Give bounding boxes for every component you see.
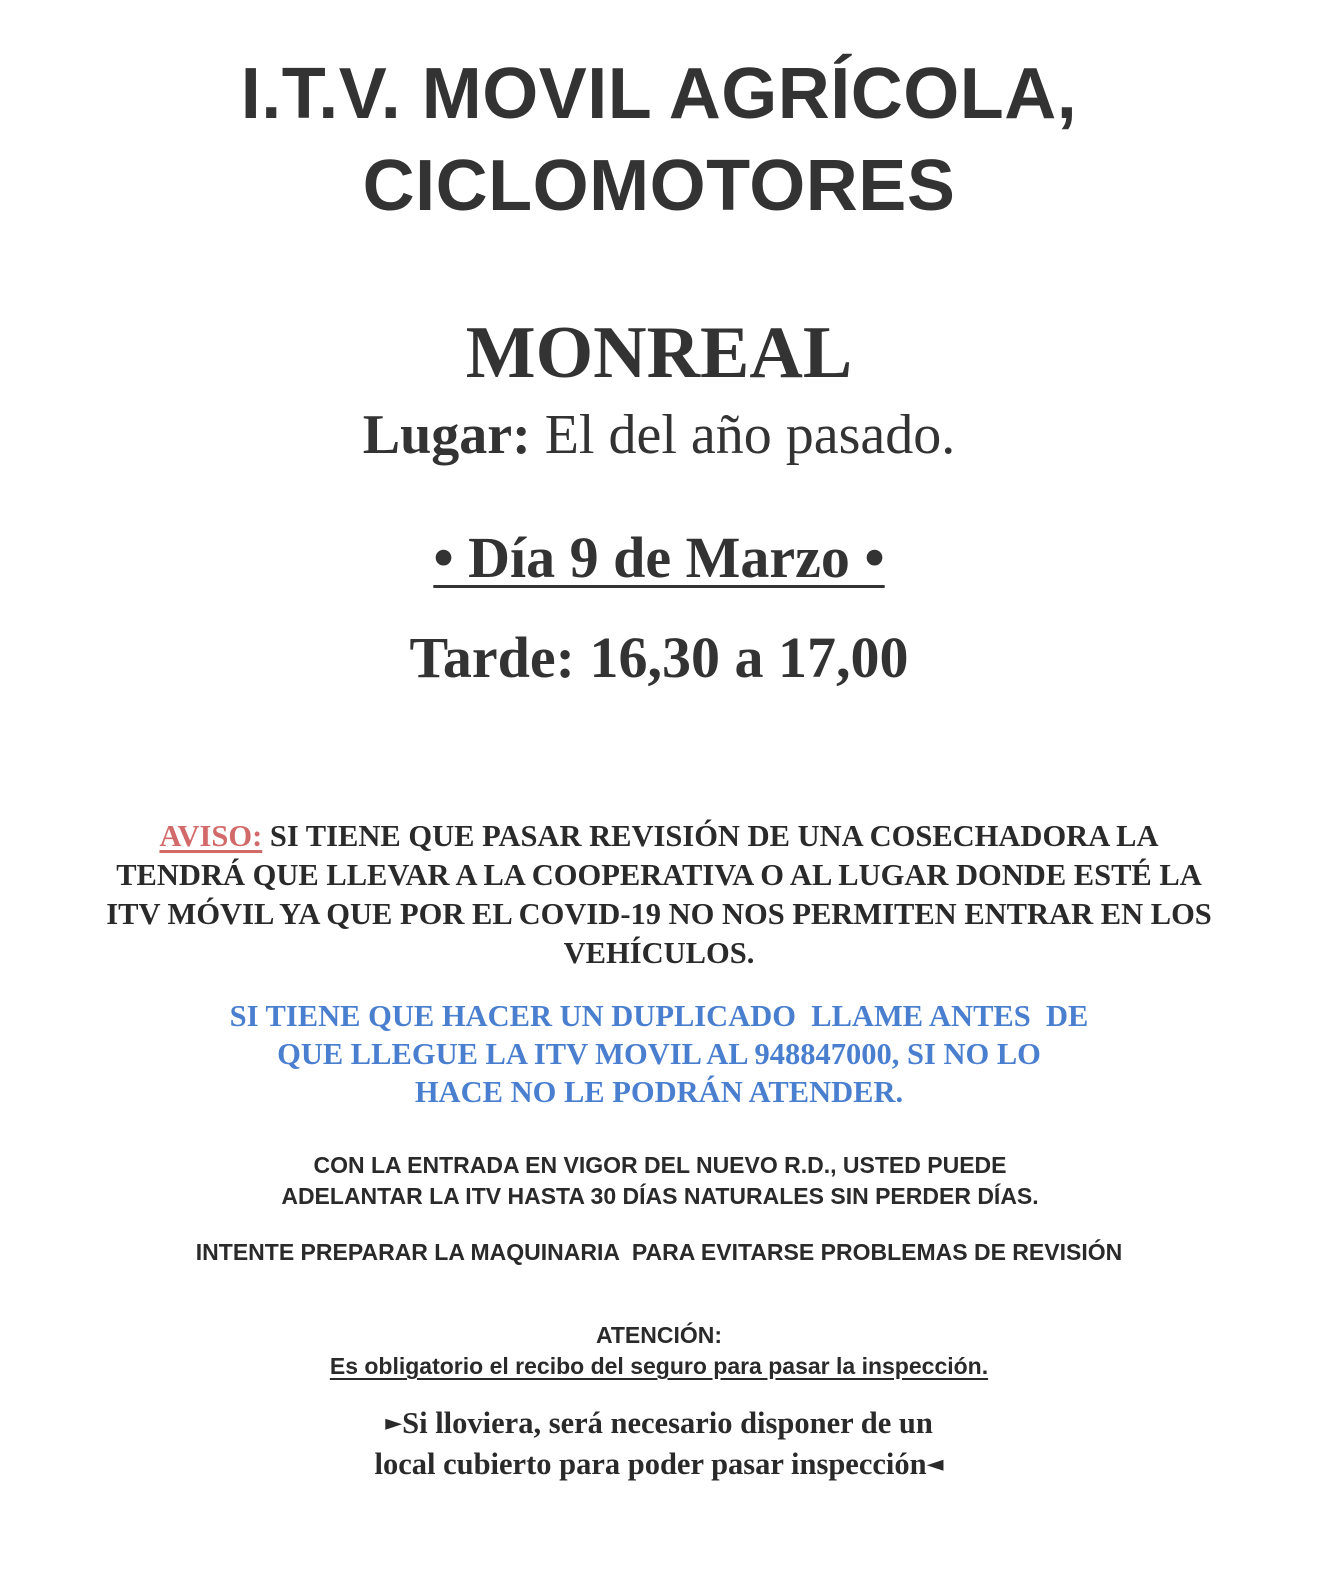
- attention-heading: ATENCIÓN:: [595, 1322, 723, 1348]
- rd-notice: [160, 1150, 1160, 1212]
- inspection-date-line: [0, 522, 1318, 594]
- title-line-2: CICLOMOTORES: [362, 146, 956, 226]
- place-label: Lugar:: [362, 404, 531, 466]
- insurance-text: Es obligatorio el recibo del seguro para pasar la inspección.: [329, 1353, 989, 1379]
- duplicate-notice: [160, 997, 1158, 1111]
- rd-line-1: CON LA ENTRADA EN VIGOR DEL NUEVO R.D., USTED PUEDE: [313, 1152, 1007, 1178]
- rain-line-2: [0, 1444, 1318, 1485]
- rain-line-1-text: Si lloviera, será necesario disponer de un: [402, 1406, 933, 1440]
- arrow-left-icon: ◄: [926, 1452, 944, 1477]
- notice-label: AVISO:: [159, 819, 263, 853]
- rain-notice: [0, 1403, 1318, 1485]
- duplicate-line-1: SI TIENE QUE HACER UN DUPLICADO LLAME ANTES DE: [229, 999, 1089, 1033]
- notice-line-1-text: SI TIENE QUE PASAR REVISIÓN DE UNA COSECHADORA LA: [269, 819, 1159, 853]
- inspection-date: • Día 9 de Marzo •: [433, 525, 885, 590]
- notice-line-3: ITV MÓVIL YA QUE POR EL COVID-19 NO NOS PERMITEN ENTRAR EN LOS: [106, 897, 1212, 931]
- main-title: [0, 48, 1318, 232]
- town-name: MONREAL: [465, 312, 853, 394]
- inspection-time: Tarde: 16,30 a 17,00: [409, 625, 909, 690]
- duplicate-line-2: QUE LLEGUE LA ITV MOVIL AL 948847000, SI NO LO: [277, 1037, 1041, 1071]
- rd-line-2: ADELANTAR LA ITV HASTA 30 DÍAS NATURALES SIN PERDER DÍAS.: [281, 1183, 1039, 1209]
- rain-line-2-text: local cubierto para poder pasar inspección: [374, 1447, 927, 1481]
- notice-line-2: TENDRÁ QUE LLEVAR A LA COOPERATIVA O AL LUGAR DONDE ESTÉ LA: [116, 858, 1202, 892]
- notice-line-4: VEHÍCULOS.: [563, 936, 755, 970]
- notice-line-1: [40, 817, 1278, 856]
- place-line: [0, 400, 1318, 470]
- title-line-1: I.T.V. MOVIL AGRÍCOLA,: [240, 54, 1078, 134]
- rain-line-1: [0, 1403, 1318, 1444]
- prepare-notice: INTENTE PREPARAR LA MAQUINARIA PARA EVITARSE PROBLEMAS DE REVISIÓN: [195, 1239, 1123, 1265]
- arrow-right-icon: ►: [385, 1411, 403, 1436]
- insurance-line: [0, 1351, 1318, 1382]
- covid-notice: [40, 817, 1278, 973]
- duplicate-line-3: HACE NO LE PODRÁN ATENDER.: [414, 1075, 904, 1109]
- place-value: El del año pasado.: [544, 404, 956, 466]
